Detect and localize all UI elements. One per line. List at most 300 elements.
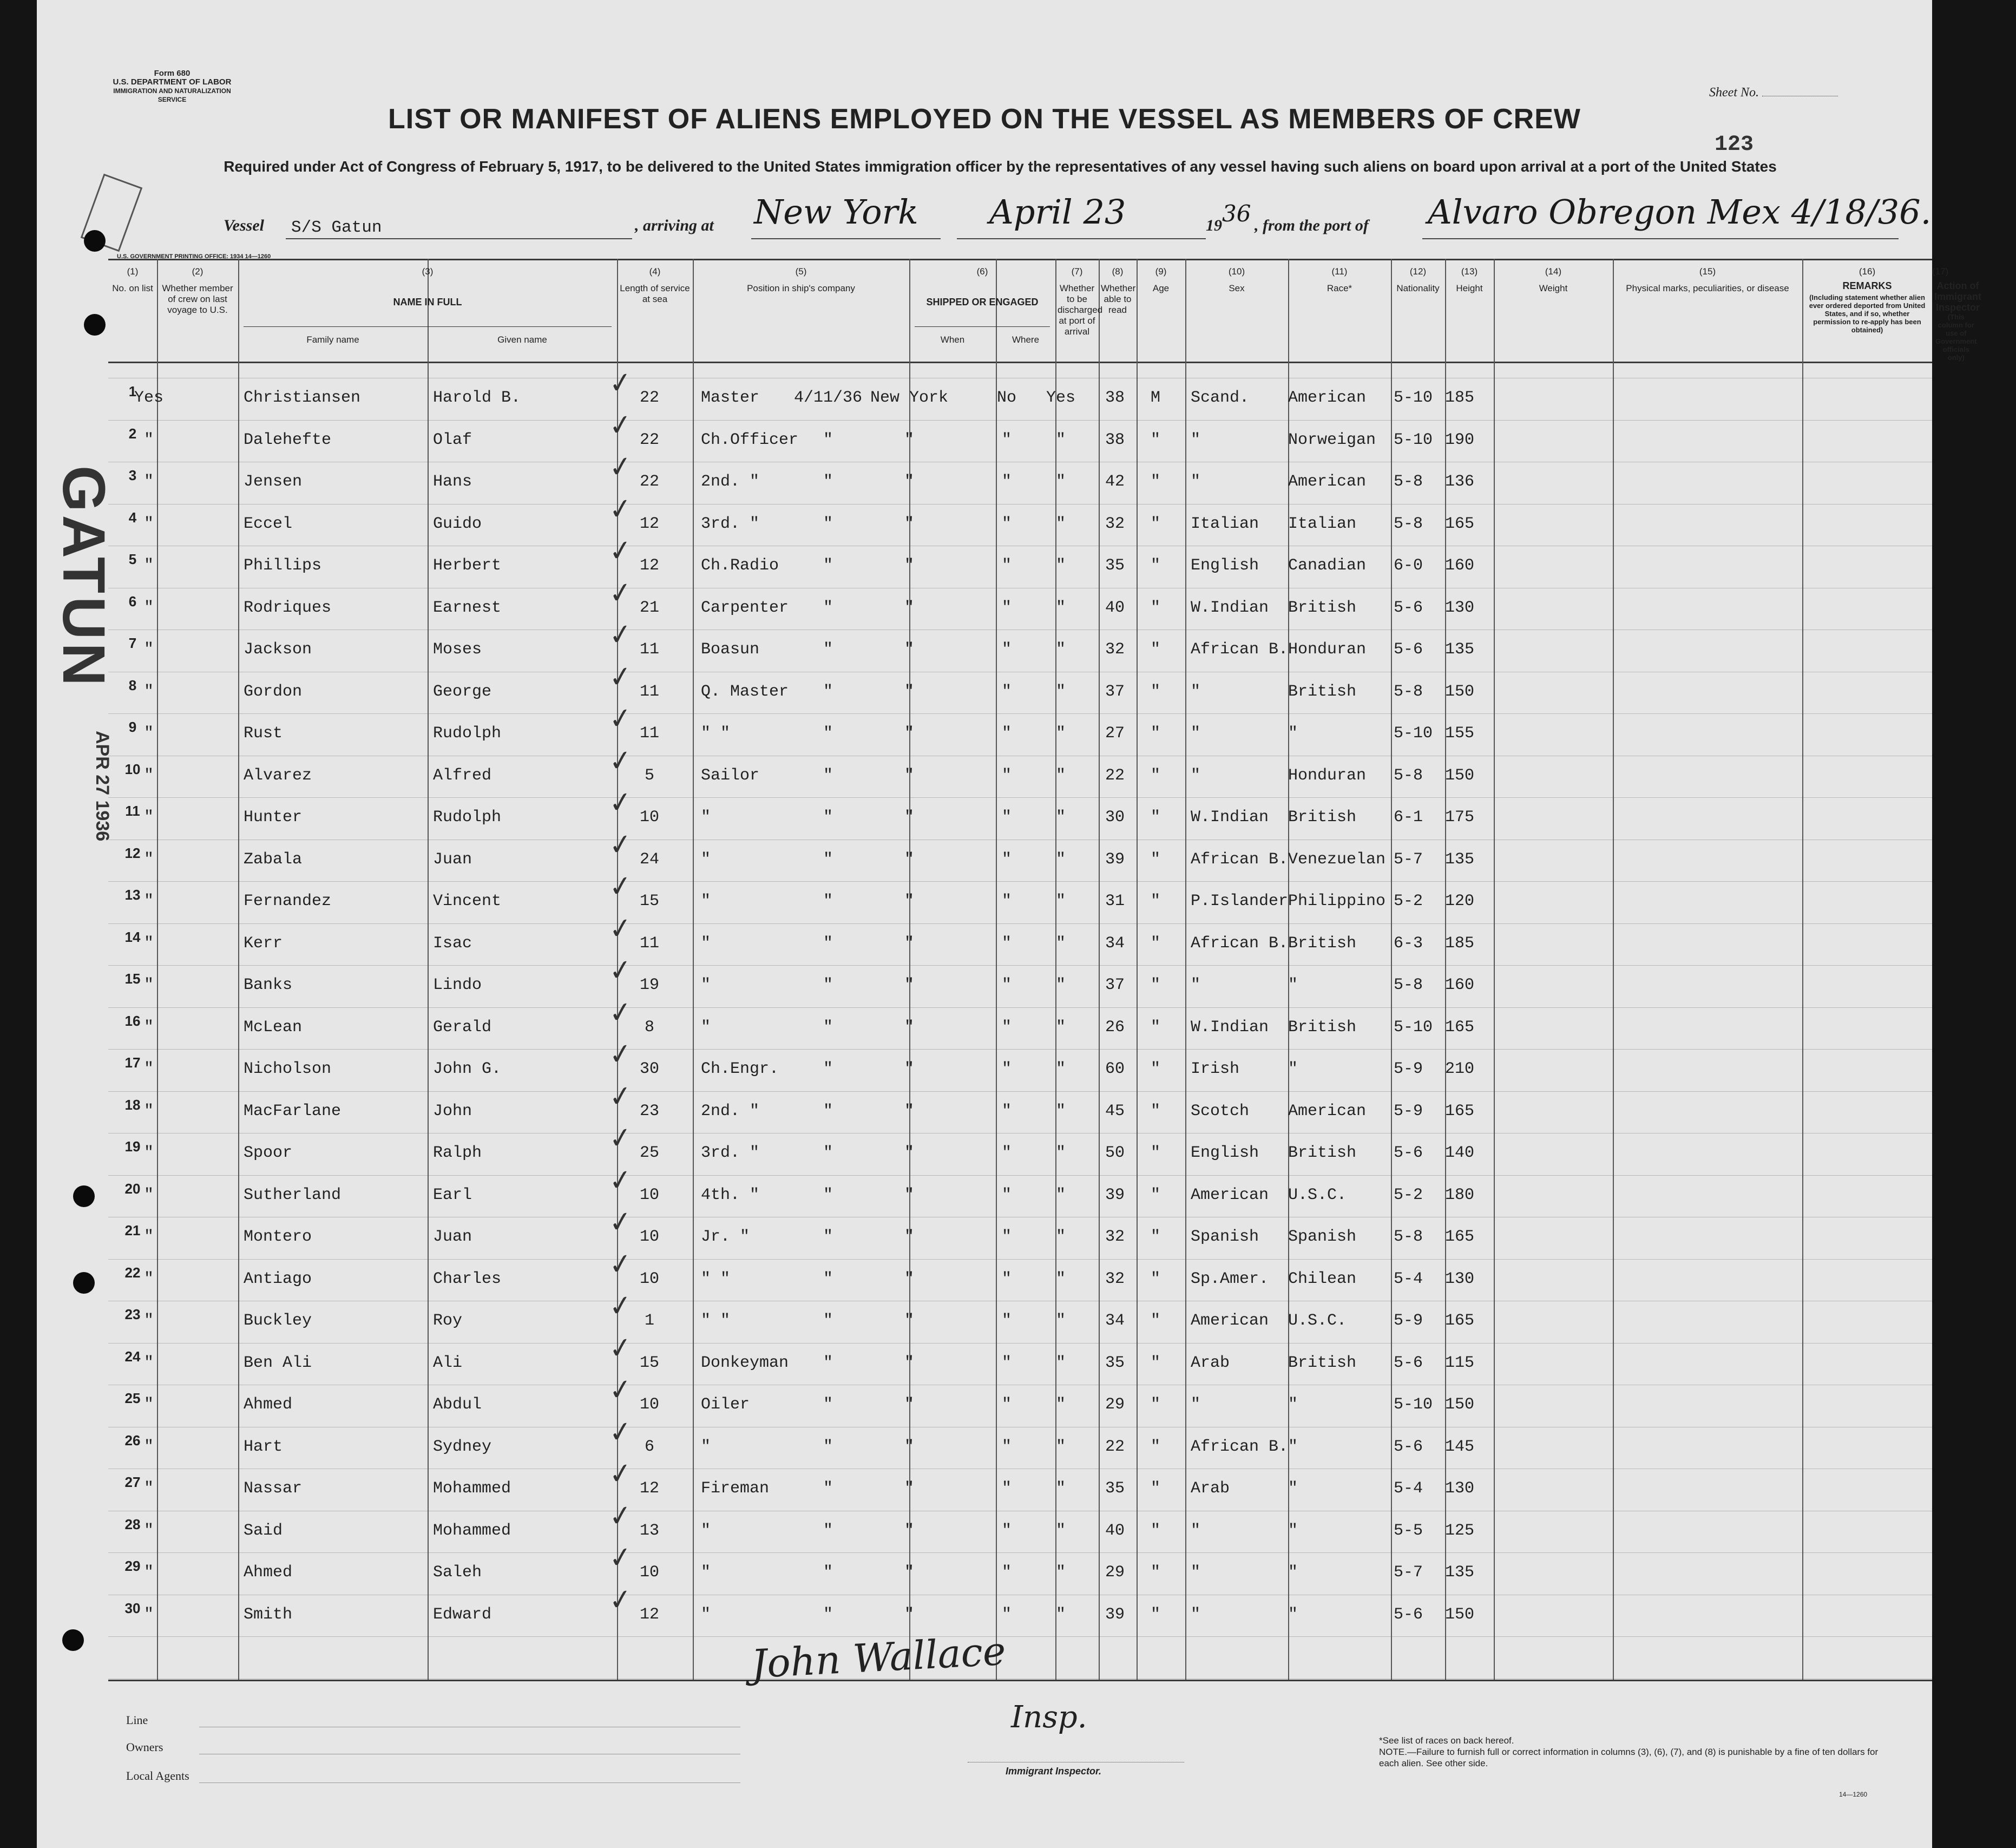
cell-family: Alvarez — [244, 766, 312, 785]
cell-age: 38 — [1105, 430, 1125, 449]
cell-weight: 165 — [1445, 1228, 1475, 1246]
cell-family: Spoor — [244, 1144, 293, 1162]
check-mark-icon: ✓ — [607, 659, 635, 695]
cell-no: 25 — [124, 1390, 141, 1406]
cell-race: Sp.Amer. — [1191, 1269, 1269, 1288]
cell-crew: " — [143, 1018, 154, 1037]
cell-race: " — [1191, 976, 1201, 994]
column-rule — [996, 259, 997, 1680]
cell-no: 26 — [124, 1432, 141, 1449]
cell-when: " — [823, 556, 833, 575]
cell-nationality: Venezuelan — [1288, 850, 1386, 869]
cell-discharged: " — [1001, 1353, 1012, 1372]
cell-age: 29 — [1105, 1563, 1125, 1582]
cell-given: Earnest — [433, 598, 502, 617]
cell-age: 34 — [1105, 934, 1125, 953]
cell-height: 5-10 — [1394, 1395, 1433, 1414]
cell-sex: " — [1150, 1437, 1160, 1456]
cell-family: Hart — [244, 1437, 283, 1456]
cell-given: Sydney — [433, 1437, 492, 1456]
check-mark-icon: ✓ — [607, 575, 635, 611]
column-number: (12) — [1409, 266, 1427, 277]
cell-weight: 135 — [1445, 1563, 1475, 1582]
cell-nationality: U.S.C. — [1288, 1185, 1347, 1204]
cell-discharged: " — [1001, 1018, 1012, 1037]
column-rule — [1802, 259, 1803, 1680]
cell-nationality: " — [1288, 1605, 1298, 1624]
check-mark-icon: ✓ — [607, 1414, 635, 1450]
cell-service: 23 — [639, 1102, 659, 1120]
cell-weight: 165 — [1445, 1102, 1475, 1120]
vessel-label: Vessel — [224, 217, 264, 234]
cell-age: 37 — [1105, 682, 1125, 701]
cell-nationality: " — [1288, 1521, 1298, 1540]
cell-sex: " — [1150, 934, 1160, 953]
cell-where: " — [904, 808, 914, 827]
cell-age: 40 — [1105, 1521, 1125, 1540]
cell-position: 3rd. " — [701, 514, 760, 533]
cell-crew: " — [143, 1563, 154, 1582]
cell-crew: " — [143, 1269, 154, 1288]
cell-race: Arab — [1191, 1353, 1230, 1372]
cell-race: " — [1191, 724, 1201, 743]
cell-crew: " — [143, 1228, 154, 1246]
column-number: (6) — [976, 266, 988, 277]
cell-read: " — [1055, 1521, 1066, 1540]
inspector-label: Immigrant Inspector. — [1006, 1766, 1102, 1777]
cell-position: Q. Master — [701, 682, 789, 701]
cell-position: " — [701, 976, 711, 994]
table-top-rule — [108, 259, 1932, 260]
cell-race: Irish — [1191, 1060, 1240, 1078]
column-header: Length of service at sea — [620, 283, 690, 304]
cell-race: African B. — [1191, 1437, 1289, 1456]
cell-discharged: " — [1001, 640, 1012, 659]
cell-read: " — [1055, 1479, 1066, 1498]
cell-nationality: " — [1288, 724, 1298, 743]
column-subheader: Family name — [306, 335, 359, 345]
column-number: (7) — [1071, 266, 1083, 277]
cell-read: " — [1055, 473, 1066, 491]
cell-crew: " — [143, 1312, 154, 1330]
column-rule — [909, 259, 910, 1680]
cell-crew: " — [143, 1060, 154, 1078]
column-rule — [1613, 259, 1614, 1680]
from-port-line — [1422, 238, 1899, 239]
cell-age: 39 — [1105, 1185, 1125, 1204]
cell-crew: " — [143, 556, 154, 575]
cell-family: McLean — [244, 1018, 303, 1037]
cell-given: Gerald — [433, 1018, 492, 1037]
row-rule — [108, 965, 1932, 966]
cell-when: " — [823, 1228, 833, 1246]
cell-nationality: U.S.C. — [1288, 1312, 1347, 1330]
cell-age: 38 — [1105, 389, 1125, 407]
cell-read: " — [1055, 1018, 1066, 1037]
cell-when: " — [823, 598, 833, 617]
cell-where: " — [904, 1144, 914, 1162]
cell-read: " — [1055, 1060, 1066, 1078]
cell-no: 1 — [128, 383, 137, 399]
cell-crew: " — [143, 1479, 154, 1498]
cell-position: " " — [701, 1269, 731, 1288]
cell-given: Isac — [433, 934, 472, 953]
cell-sex: " — [1150, 850, 1160, 869]
cell-sex: " — [1150, 808, 1160, 827]
cell-position: " — [701, 892, 711, 910]
column-number: (4) — [649, 266, 661, 277]
check-mark-icon: ✓ — [607, 827, 635, 863]
cell-height: 5-8 — [1394, 514, 1423, 533]
column-number: (11) — [1331, 266, 1348, 277]
cell-sex: " — [1150, 892, 1160, 910]
cell-when: " — [823, 724, 833, 743]
cell-height: 5-8 — [1394, 473, 1423, 491]
cell-weight: 135 — [1445, 640, 1475, 659]
cell-sex: " — [1150, 514, 1160, 533]
cell-no: 14 — [124, 928, 141, 945]
cell-race: " — [1191, 1521, 1201, 1540]
cell-crew: " — [143, 682, 154, 701]
cell-race: W.Indian — [1191, 808, 1269, 827]
cell-no: 22 — [124, 1264, 141, 1281]
cell-sex: " — [1150, 1395, 1160, 1414]
cell-sex: " — [1150, 1060, 1160, 1078]
row-rule — [108, 420, 1932, 421]
column-header: Whether able to read — [1101, 283, 1136, 315]
cell-position: 2nd. " — [701, 473, 760, 491]
cell-when: " — [823, 892, 833, 910]
cell-position: " " — [701, 724, 731, 743]
cell-no: 19 — [124, 1138, 141, 1155]
cell-nationality: " — [1288, 1060, 1298, 1078]
cell-read: " — [1055, 514, 1066, 533]
cell-read: " — [1055, 1102, 1066, 1120]
cell-race: African B. — [1191, 640, 1289, 659]
cell-given: Mohammed — [433, 1521, 511, 1540]
cell-family: Buckley — [244, 1312, 312, 1330]
cell-where: " — [904, 682, 914, 701]
cell-age: 60 — [1105, 1060, 1125, 1078]
cell-age: 27 — [1105, 724, 1125, 743]
cell-nationality: " — [1288, 1437, 1298, 1456]
cell-service: 12 — [639, 1605, 659, 1624]
cell-no: 10 — [124, 761, 141, 777]
cell-nationality: British — [1288, 808, 1357, 827]
column-subheader: Given name — [497, 335, 547, 345]
row-rule — [108, 881, 1932, 882]
column-rule — [238, 259, 239, 1680]
cell-height: 5-10 — [1394, 430, 1433, 449]
form-identifier — [99, 69, 245, 104]
cell-service: 11 — [639, 640, 659, 659]
cell-nationality: Honduran — [1288, 766, 1367, 785]
cell-age: 45 — [1105, 1102, 1125, 1120]
cell-read: " — [1055, 976, 1066, 994]
cell-no: 17 — [124, 1054, 141, 1071]
cell-no: 8 — [128, 677, 137, 693]
check-mark-icon: ✓ — [607, 1037, 635, 1072]
cell-height: 5-8 — [1394, 682, 1423, 701]
cell-position: Master — [701, 389, 760, 407]
vessel-name: S/S Gatun — [291, 218, 382, 237]
cell-age: 35 — [1105, 1479, 1125, 1498]
cell-race: African B. — [1191, 850, 1289, 869]
cell-read: " — [1055, 934, 1066, 953]
cell-given: Vincent — [433, 892, 502, 910]
cell-family: Rust — [244, 724, 283, 743]
cell-crew: " — [143, 1353, 154, 1372]
cell-when: " — [823, 514, 833, 533]
cell-no: 2 — [128, 425, 137, 442]
cell-when: " — [823, 640, 833, 659]
cell-service: 12 — [639, 1479, 659, 1498]
column-header: Whether member of crew on last voyage to U.S. — [162, 283, 233, 315]
cell-given: Olaf — [433, 430, 472, 449]
row-rule — [108, 1007, 1932, 1008]
arrival-date: April 23 — [989, 192, 1126, 232]
cell-crew: " — [143, 598, 154, 617]
cell-given: Juan — [433, 850, 472, 869]
cell-crew: " — [143, 473, 154, 491]
cell-race: African B. — [1191, 934, 1289, 953]
cell-family: Banks — [244, 976, 293, 994]
cell-height: 6-0 — [1394, 556, 1423, 575]
punch-hole — [84, 230, 106, 252]
cell-where: " — [904, 1437, 914, 1456]
cell-given: Juan — [433, 1228, 472, 1246]
cell-when: " — [823, 682, 833, 701]
cell-when: " — [823, 1395, 833, 1414]
cell-weight: 130 — [1445, 1269, 1475, 1288]
cell-service: 15 — [639, 892, 659, 910]
subheader-rule — [915, 326, 1050, 327]
cell-sex: " — [1150, 976, 1160, 994]
cell-crew: " — [143, 430, 154, 449]
cell-service: 11 — [639, 724, 659, 743]
check-mark-icon: ✓ — [607, 407, 635, 443]
cell-height: 6-3 — [1394, 934, 1423, 953]
header-bottom-rule — [108, 362, 1932, 363]
cell-age: 22 — [1105, 1437, 1125, 1456]
cell-where: " — [904, 1185, 914, 1204]
cell-read: " — [1055, 1269, 1066, 1288]
cell-family: Ahmed — [244, 1563, 293, 1582]
column-header: SHIPPED OR ENGAGED — [926, 297, 1039, 307]
cell-when: " — [823, 473, 833, 491]
cell-no: 3 — [128, 467, 137, 483]
cell-weight: 135 — [1445, 850, 1475, 869]
cell-race: " — [1191, 1563, 1201, 1582]
cell-where: " — [904, 1312, 914, 1330]
year-suffix: 36 — [1222, 200, 1251, 227]
cell-when: " — [823, 1312, 833, 1330]
cell-height: 5-2 — [1394, 1185, 1423, 1204]
cell-read: " — [1055, 1228, 1066, 1246]
cell-nationality: Chilean — [1288, 1269, 1357, 1288]
cell-where: " — [904, 430, 914, 449]
punch-hole — [62, 1629, 84, 1651]
cell-race: English — [1191, 556, 1259, 575]
owners-label: Owners — [126, 1740, 163, 1754]
cell-age: 22 — [1105, 766, 1125, 785]
row-rule — [108, 1552, 1932, 1553]
column-number: (15) — [1699, 266, 1716, 277]
cell-given: John — [433, 1102, 472, 1120]
check-mark-icon: ✓ — [607, 1372, 635, 1408]
cell-nationality: " — [1288, 1563, 1298, 1582]
cell-position: " — [701, 1605, 711, 1624]
check-mark-icon: ✓ — [607, 617, 635, 653]
cell-where: " — [904, 976, 914, 994]
cell-given: Alfred — [433, 766, 492, 785]
cell-where: " — [904, 598, 914, 617]
footer-note — [1379, 1735, 1899, 1769]
crew-table — [108, 259, 1982, 1680]
cell-family: Sutherland — [244, 1185, 342, 1204]
cell-weight: 165 — [1445, 1018, 1475, 1037]
cell-height: 5-4 — [1394, 1269, 1423, 1288]
check-mark-icon: ✓ — [607, 1288, 635, 1324]
cell-discharged: " — [1001, 1437, 1012, 1456]
column-number: (1) — [127, 266, 139, 277]
cell-sex: " — [1150, 1228, 1160, 1246]
cell-weight: 155 — [1445, 724, 1475, 743]
gpo-line: U.S. GOVERNMENT PRINTING OFFICE: 1934 14—1260 — [117, 253, 271, 260]
cell-no: 13 — [124, 887, 141, 903]
cell-where: " — [904, 1563, 914, 1582]
cell-weight: 185 — [1445, 389, 1475, 407]
table-bottom-rule — [108, 1680, 1932, 1681]
cell-read: " — [1055, 892, 1066, 910]
cell-no: 30 — [124, 1600, 141, 1616]
column-header: Action of Immigrant Inspector — [1934, 280, 1982, 313]
cell-given: George — [433, 682, 492, 701]
from-label: , from the port of — [1255, 217, 1369, 234]
cell-when: " — [823, 430, 833, 449]
form-code: 14—1260 — [1839, 1791, 1868, 1798]
cell-sex: " — [1150, 1018, 1160, 1037]
cell-race: " — [1191, 473, 1201, 491]
cell-service: 22 — [639, 389, 659, 407]
cell-when: " — [823, 1563, 833, 1582]
cell-age: 29 — [1105, 1395, 1125, 1414]
cell-service: 25 — [639, 1144, 659, 1162]
cell-where: " — [904, 934, 914, 953]
cell-given: Lindo — [433, 976, 482, 994]
cell-sex: " — [1150, 1479, 1160, 1498]
row-rule — [108, 713, 1932, 714]
cell-service: 12 — [639, 556, 659, 575]
cell-discharged: " — [1001, 934, 1012, 953]
cell-weight: 175 — [1445, 808, 1475, 827]
cell-service: 12 — [639, 514, 659, 533]
cell-race: " — [1191, 1395, 1201, 1414]
cell-no: 11 — [125, 803, 140, 819]
cell-discharged: " — [1001, 1521, 1012, 1540]
check-mark-icon: ✓ — [607, 533, 635, 569]
cell-sex: " — [1150, 1269, 1160, 1288]
check-mark-icon: ✓ — [607, 1582, 635, 1618]
cell-service: 10 — [639, 1185, 659, 1204]
cell-sex: M — [1150, 389, 1160, 407]
cell-family: Phillips — [244, 556, 322, 575]
check-mark-icon: ✓ — [607, 449, 635, 485]
cell-weight: 130 — [1445, 598, 1475, 617]
cell-age: 39 — [1105, 850, 1125, 869]
check-mark-icon: ✓ — [607, 994, 635, 1031]
cell-where: " — [904, 1228, 914, 1246]
cell-sex: " — [1150, 640, 1160, 659]
cell-nationality: British — [1288, 598, 1357, 617]
cell-nationality: Italian — [1288, 514, 1357, 533]
cell-read: " — [1055, 808, 1066, 827]
check-mark-icon: ✓ — [607, 953, 635, 988]
cell-family: Fernandez — [244, 892, 332, 910]
cell-age: 32 — [1105, 514, 1125, 533]
cell-service: 15 — [639, 1353, 659, 1372]
check-mark-icon: ✓ — [607, 1498, 635, 1534]
cell-discharged: " — [1001, 556, 1012, 575]
year-prefix: 19 — [1206, 217, 1222, 234]
cell-where: " — [904, 1060, 914, 1078]
punch-hole — [84, 314, 106, 336]
row-rule — [108, 1259, 1932, 1260]
cell-sex: " — [1150, 1185, 1160, 1204]
cell-read: " — [1055, 1144, 1066, 1162]
column-header: Position in ship's company — [747, 283, 855, 293]
cell-where: " — [904, 473, 914, 491]
column-header: Nationality — [1396, 283, 1440, 293]
cell-where: " — [904, 640, 914, 659]
cell-discharged: " — [1001, 1102, 1012, 1120]
cell-service: 11 — [639, 934, 659, 953]
cell-height: 5-5 — [1394, 1521, 1423, 1540]
check-mark-icon: ✓ — [607, 1456, 635, 1492]
cell-weight: 210 — [1445, 1060, 1475, 1078]
row-rule — [108, 1636, 1932, 1637]
cell-height: 5-6 — [1394, 1144, 1423, 1162]
cell-position: Sailor — [701, 766, 760, 785]
cell-discharged: " — [1001, 473, 1012, 491]
cell-age: 30 — [1105, 808, 1125, 827]
vessel-margin-stamp: GATUN — [50, 466, 117, 689]
cell-height: 5-10 — [1394, 1018, 1433, 1037]
check-mark-icon: ✓ — [607, 785, 635, 821]
cell-family: Antiago — [244, 1269, 312, 1288]
column-rule — [693, 259, 694, 1680]
cell-where: New York — [870, 389, 949, 407]
column-number: (17) — [1932, 266, 1949, 277]
cell-crew: " — [143, 724, 154, 743]
cell-sex: " — [1150, 430, 1160, 449]
local-agents-label: Local Agents — [126, 1769, 189, 1783]
cell-when: " — [823, 1185, 833, 1204]
cell-read: " — [1055, 1605, 1066, 1624]
cell-given: Guido — [433, 514, 482, 533]
cell-position: 2nd. " — [701, 1102, 760, 1120]
cell-position: " " — [701, 1312, 731, 1330]
column-rule — [1055, 259, 1056, 1680]
cell-discharged: " — [1001, 1605, 1012, 1624]
cell-race: Spanish — [1191, 1228, 1259, 1246]
cell-read: " — [1055, 766, 1066, 785]
cell-where: " — [904, 1479, 914, 1498]
cell-family: Rodriques — [244, 598, 332, 617]
cell-service: 22 — [639, 473, 659, 491]
cell-sex: " — [1150, 1521, 1160, 1540]
cell-family: Said — [244, 1521, 283, 1540]
